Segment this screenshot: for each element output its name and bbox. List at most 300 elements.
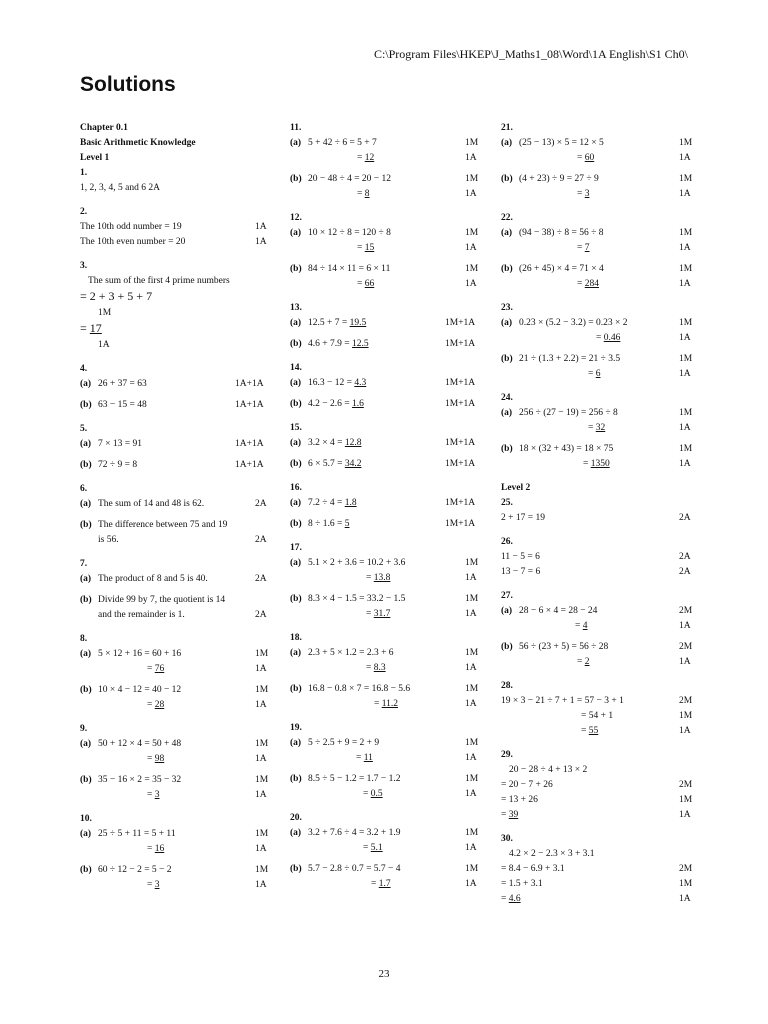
expression: 3.2 × 4 = [308,438,345,448]
expression: 1, 2, 3, 4, 5 and 6 2A [80,183,160,193]
expression: = [577,657,585,667]
solution-text [509,763,587,778]
mark: 1A [679,333,691,343]
mark: 1M+1A [445,339,476,349]
expression: 17. [290,543,302,553]
solution-text [308,772,401,787]
solution-text [290,361,302,376]
expression: = [147,700,155,710]
solution-line [80,437,275,452]
mark: 1A+1A [235,400,264,410]
solution-text [577,277,599,292]
solution-text [357,241,374,256]
solution-text [501,778,553,793]
mark: 2A [255,574,267,584]
solution-line [290,751,490,766]
solution-text [80,321,102,336]
mark: 1A+1A [235,460,264,470]
mark: 1M [679,354,693,364]
expression: 1A [98,340,110,350]
mark: 1A [465,573,477,583]
part-label: (a) [290,738,302,748]
part-label: (a) [290,498,302,508]
solution-text [501,892,521,907]
mark: 1A [465,663,477,673]
solution-text [308,457,361,472]
solution-text [308,376,366,391]
expression: The product of 8 and 5 is 40. [98,574,208,584]
solution-text [80,362,87,377]
solution-text [366,661,386,676]
expression: = [596,333,604,343]
expression: 16. [290,483,302,493]
solution-text [577,151,594,166]
mark: 1M [679,711,693,721]
solution-text [290,811,302,826]
expression: 8.5 ÷ 5 − 1.2 = 1.7 − 1.2 [308,774,401,784]
answer-underlined: 7 [584,243,590,253]
solution-text [98,497,204,512]
mark: 1M+1A [445,399,476,409]
question-number [290,121,490,136]
solution-text [147,878,159,893]
answer-underlined: 17 [89,321,102,335]
solution-line [501,724,691,739]
mark: 1A [679,243,691,253]
solution-text [308,136,377,151]
expression: = [371,879,379,889]
mark: 1M+1A [445,459,476,469]
expression: 56 ÷ (23 + 5) = 56 ÷ 28 [519,642,609,652]
expression: = 54 + 1 [581,711,614,721]
section-heading [80,151,275,166]
expression: 5 + 42 ÷ 6 = 5 + 7 [308,138,377,148]
solution-text [501,121,513,136]
expression: 4.2 × 2 − 2.3 × 3 + 3.1 [509,849,595,859]
mark: 2A [255,535,267,545]
part-label: (a) [290,228,302,238]
spacer [80,473,275,482]
mark: 1A [679,459,691,469]
solution-line [80,338,275,353]
solution-text [308,826,401,841]
part-label: (b) [80,685,92,695]
solution-text [98,647,181,662]
solution-line [80,698,275,713]
question-number [80,812,275,827]
expression: = [147,754,155,764]
expression: = [366,663,374,673]
answer-underlined: 1.8 [344,498,357,508]
part-label: (a) [290,138,302,148]
part-label: (b) [290,594,302,604]
mark: 1A [465,753,477,763]
expression: 25 ÷ 5 + 11 = 5 + 11 [98,829,176,839]
mark: 2A [255,499,267,509]
mark: 1M [255,685,269,695]
solution-line [290,646,490,661]
solution-text [501,511,545,526]
solution-text [577,241,589,256]
solution-line [501,136,691,151]
spacer [290,802,490,811]
question-number [290,811,490,826]
mark: 1M [465,684,479,694]
solution-line [80,608,275,623]
mark: 1M+1A [445,378,476,388]
expression: 9. [80,724,88,734]
mark: 1M [679,138,693,148]
expression: The 10th even number = 20 [80,237,186,247]
answer-underlined: 5 [344,519,350,529]
solution-text [98,533,119,548]
part-label: (a) [501,318,513,328]
part-label: (a) [501,408,513,418]
answer-underlined: 76 [154,664,165,674]
mark: 1M [465,828,479,838]
solution-text [363,787,383,802]
solutions-column-2 [290,121,490,892]
expression: 1M [98,308,112,318]
solution-text [80,812,92,827]
solution-line [501,277,691,292]
answer-underlined: 11 [363,753,373,763]
expression: 2. [80,207,88,217]
solution-text [501,793,538,808]
part-label: (b) [290,264,302,274]
mark: 1M [679,228,693,238]
solution-text [596,331,620,346]
solution-text [308,862,401,877]
expression: 0.23 × (5.2 − 3.2) = 0.23 × 2 [519,318,628,328]
mark: 1M [465,174,479,184]
answer-underlined: 31.7 [373,609,391,619]
spacer [501,580,691,589]
solution-line [501,793,691,808]
expression: = [357,279,365,289]
mark: 1A [679,369,691,379]
question-number [80,557,275,572]
solution-text [290,481,302,496]
spacer [290,412,490,421]
solution-text [80,259,87,274]
part-label: (b) [501,264,513,274]
mark: 1M [679,795,693,805]
question-number [501,391,691,406]
question-number [80,632,275,647]
solution-line [501,808,691,823]
part-label: (a) [80,379,92,389]
solution-line [80,773,275,788]
part-label: (a) [80,739,92,749]
solution-text [366,571,390,586]
answer-underlined: 39 [508,810,519,820]
solution-line [80,289,275,306]
answer-underlined: 16 [154,844,165,854]
expression: 4. [80,364,88,374]
solution-line [290,787,490,802]
expression: = [147,664,155,674]
mark: 1A [255,754,267,764]
expression: = 2 + 3 + 5 + 7 [80,289,153,303]
spacer [80,548,275,557]
expression: 5 × 12 + 16 = 60 + 16 [98,649,182,659]
solution-line [80,878,275,893]
solution-text [80,220,182,235]
part-label: (b) [80,775,92,785]
expression: (4 + 23) ÷ 9 = 27 ÷ 9 [519,174,599,184]
solution-text [357,187,369,202]
expression: 21. [501,123,513,133]
solution-text [308,592,405,607]
solution-text [501,391,513,406]
solution-text [98,377,147,392]
solution-text [581,724,598,739]
expression: 60 ÷ 12 − 2 = 5 − 2 [98,865,172,875]
expression: = [357,243,365,253]
solution-text [147,662,164,677]
solution-text [366,607,390,622]
expression: = [356,753,364,763]
expression: 2.3 + 5 × 1.2 = 2.3 + 6 [308,648,394,658]
spacer [501,670,691,679]
expression: = [577,243,585,253]
expression: = [501,894,509,904]
question-number [80,205,275,220]
solution-line [501,847,691,862]
answer-underlined: 4.6 [508,894,521,904]
expression: 13 − 7 = 6 [501,567,541,577]
question-number [290,361,490,376]
spacer [80,623,275,632]
answer-underlined: 4.3 [354,378,367,388]
solution-text [357,151,374,166]
expression: 30. [501,834,513,844]
mark: 1M [465,558,479,568]
question-number [290,481,490,496]
solution-text [88,274,230,289]
expression: 6 × 5.7 = [308,459,345,469]
solution-text [308,682,410,697]
expression: 5 ÷ 2.5 + 9 = 2 + 9 [308,738,380,748]
expression: 28 − 6 × 4 = 28 − 24 [519,606,598,616]
mark: 1A [465,609,477,619]
expression: 25. [501,498,513,508]
section-heading [80,121,275,136]
expression: and the remainder is 1. [98,610,185,620]
solution-text [308,226,391,241]
solution-line [80,377,275,392]
answer-underlined: 4 [582,621,588,631]
expression: 3.2 + 7.6 ÷ 4 = 3.2 + 1.9 [308,828,401,838]
solution-line [290,277,490,292]
solution-text [80,722,87,737]
solution-text [501,496,513,511]
solution-line [290,682,490,697]
section-heading [80,136,275,151]
mark: 1A [255,844,267,854]
solution-line [290,592,490,607]
question-number [80,166,275,181]
mark: 1A+1A [235,379,264,389]
solution-text [80,136,196,151]
expression: = [588,423,596,433]
spacer [501,472,691,481]
part-label: (a) [501,138,513,148]
solution-text [98,593,225,608]
expression: 12. [290,213,302,223]
question-number [501,211,691,226]
expression: = [147,790,155,800]
expression: Level 2 [501,483,531,493]
question-number [290,211,490,226]
solution-line [80,321,275,338]
mark: 2M [679,696,693,706]
mark: 1M [679,174,693,184]
solution-line [290,316,490,331]
mark: 1M [465,864,479,874]
expression: 6. [80,484,88,494]
answer-underlined: 6 [595,369,601,379]
expression: 7.2 ÷ 4 = [308,498,345,508]
solution-line [501,877,691,892]
expression: = [577,189,585,199]
solution-line [80,827,275,842]
mark: 1A [679,423,691,433]
mark: 1M [465,648,479,658]
expression: = [357,189,365,199]
mark: 1M+1A [445,519,476,529]
expression: = [363,789,371,799]
expression: 4.6 + 7.9 = [308,339,352,349]
mark: 1A [679,279,691,289]
answer-underlined: 12 [364,153,375,163]
expression: 26 + 37 = 63 [98,379,147,389]
expression: Divide 99 by 7, the quotient is 14 [98,595,226,605]
solution-line [80,842,275,857]
solution-text [501,589,513,604]
part-label: (a) [501,606,513,616]
spacer [290,292,490,301]
expression: 11 − 5 = 6 [501,552,540,562]
mark: 1A+1A [235,439,264,449]
answer-underlined: 55 [588,726,599,736]
mark: 1M [679,408,693,418]
solution-line [290,151,490,166]
solution-line [501,457,691,472]
mark: 1M [255,649,269,659]
part-label: (b) [80,595,92,605]
solution-text [98,338,110,353]
question-number [290,541,490,556]
spacer [80,803,275,812]
solution-line [501,778,691,793]
solution-line [290,172,490,187]
expression: = [581,726,589,736]
solution-text [501,877,543,892]
expression: = [363,843,371,853]
solution-line [80,788,275,803]
expression: The sum of 14 and 48 is 62. [98,499,205,509]
solution-line [80,752,275,767]
page-number: 23 [378,968,390,980]
part-label: (a) [290,558,302,568]
solution-text [80,289,152,304]
solution-line [290,337,490,352]
part-label: (a) [290,438,302,448]
answer-underlined: 1350 [590,459,610,469]
expression: = [577,153,585,163]
solution-text [98,572,208,587]
solution-line [80,274,275,289]
answer-underlined: 1.7 [378,879,391,889]
solution-line [80,398,275,413]
spacer [501,526,691,535]
solution-line [80,572,275,587]
solution-text [588,367,600,382]
expression: Chapter 0.1 [80,123,128,133]
part-label: (b) [290,339,302,349]
part-label: (b) [290,459,302,469]
solution-line [80,497,275,512]
solution-line [290,862,490,877]
question-number [80,482,275,497]
solution-text [501,748,513,763]
page-title: Solutions [80,73,176,96]
solution-text [98,458,137,473]
part-label: (b) [80,460,92,470]
solution-text [80,151,109,166]
solution-line [290,226,490,241]
mark: 1A [465,189,477,199]
part-label: (b) [80,520,92,530]
solution-line [290,841,490,856]
solution-text [519,316,628,331]
solution-text [80,235,185,250]
solution-text [588,421,605,436]
solution-line [290,241,490,256]
solution-line [80,220,275,235]
mark: 1A [679,894,691,904]
solution-text [356,751,373,766]
mark: 1M [465,228,479,238]
spacer [80,353,275,362]
expression: 2 + 17 = 19 [501,513,545,523]
mark: 2M [679,606,693,616]
solution-text [308,436,361,451]
spacer [290,712,490,721]
part-label: (b) [80,400,92,410]
solution-line [501,550,691,565]
expression: 18 × (32 + 43) = 18 × 75 [519,444,614,454]
answer-underlined: 0.46 [603,333,621,343]
part-label: (b) [290,864,302,874]
solution-text [98,518,227,533]
question-number [501,679,691,694]
mark: 1M [465,138,479,148]
spacer [501,202,691,211]
spacer [501,823,691,832]
solution-text [501,565,540,580]
solution-text [501,550,540,565]
solution-line [80,863,275,878]
solution-text [308,172,391,187]
expression: 10 × 12 ÷ 8 = 120 ÷ 8 [308,228,391,238]
solution-text [290,541,302,556]
question-number [501,301,691,316]
expression: = [501,810,509,820]
solution-line [501,640,691,655]
